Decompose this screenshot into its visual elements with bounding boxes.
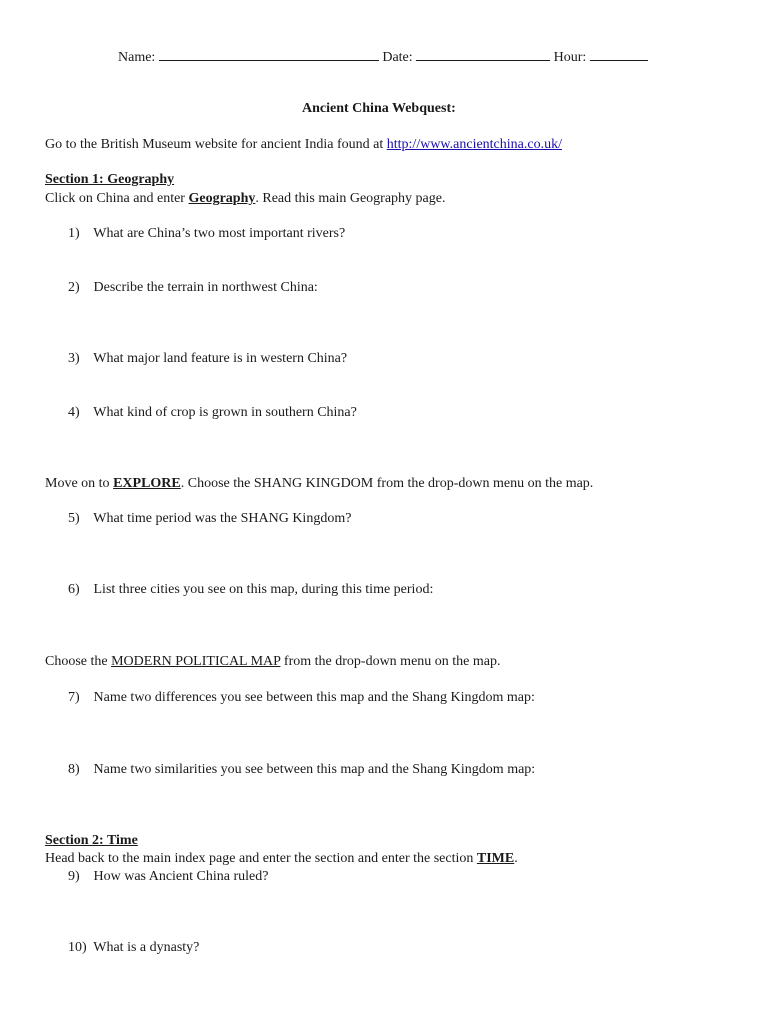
date-label: Date: bbox=[382, 50, 413, 65]
section1-instr-text: Click on China and enter bbox=[45, 191, 189, 206]
question-text: What are China’s two most important rivers? bbox=[93, 226, 346, 241]
question-9 bbox=[68, 869, 268, 885]
modern-map-instructions bbox=[45, 654, 500, 670]
question-text: What major land feature is in western China? bbox=[93, 351, 348, 366]
question-number: 5) bbox=[68, 511, 80, 526]
question-5 bbox=[68, 511, 351, 527]
question-text: Describe the terrain in northwest China: bbox=[93, 280, 318, 295]
name-label: Name: bbox=[118, 50, 156, 65]
question-4 bbox=[68, 405, 357, 421]
question-text: What kind of crop is grown in southern China? bbox=[93, 405, 357, 420]
modern-map-instr-text-2: from the drop-down menu on the map. bbox=[280, 654, 501, 669]
geography-keyword: Geography bbox=[188, 191, 256, 206]
explore-instructions bbox=[45, 476, 593, 492]
section1-instructions bbox=[45, 191, 445, 207]
explore-keyword: EXPLORE bbox=[113, 476, 181, 491]
section2-instr-text: Head back to the main index page and enter the section and enter the section bbox=[45, 851, 477, 866]
question-6 bbox=[68, 582, 433, 598]
question-number: 1) bbox=[68, 226, 80, 241]
website-link[interactable]: http://www.ancientchina.co.uk/ bbox=[386, 137, 562, 152]
section1-heading: Section 1: Geography bbox=[45, 172, 175, 187]
question-2 bbox=[68, 280, 318, 296]
question-number: 4) bbox=[68, 405, 80, 420]
question-3 bbox=[68, 351, 347, 367]
question-text: What is a dynasty? bbox=[93, 940, 200, 955]
question-number: 10) bbox=[68, 940, 87, 955]
question-text: How was Ancient China ruled? bbox=[93, 869, 269, 884]
time-keyword: TIME bbox=[476, 851, 515, 866]
question-8 bbox=[68, 762, 535, 778]
explore-instr-text: Move on to bbox=[45, 476, 114, 491]
question-number: 9) bbox=[68, 869, 80, 884]
question-number: 8) bbox=[68, 762, 80, 777]
intro-text: Go to the British Museum website for ancient India found at bbox=[45, 137, 384, 152]
question-number: 3) bbox=[68, 351, 80, 366]
question-text: What time period was the SHANG Kingdom? bbox=[93, 511, 352, 526]
section2-instructions bbox=[45, 851, 518, 867]
page-title: Ancient China Webquest: bbox=[302, 101, 456, 116]
modern-map-keyword: MODERN POLITICAL MAP bbox=[111, 654, 281, 669]
hour-field[interactable] bbox=[590, 48, 648, 61]
question-text: Name two similarities you see between this map and the Shang Kingdom map: bbox=[93, 762, 536, 777]
question-number: 7) bbox=[68, 690, 80, 705]
header-line bbox=[118, 48, 648, 66]
question-number: 2) bbox=[68, 280, 80, 295]
question-text: List three cities you see on this map, during this time period: bbox=[93, 582, 434, 597]
section2-instr-text-2: . bbox=[514, 851, 518, 866]
intro-line bbox=[45, 137, 562, 153]
question-1 bbox=[68, 226, 345, 242]
modern-map-instr-text: Choose the bbox=[45, 654, 112, 669]
section2-heading: Section 2: Time bbox=[45, 833, 138, 848]
hour-label: Hour: bbox=[553, 50, 587, 65]
question-10 bbox=[68, 940, 199, 956]
question-text: Name two differences you see between this map and the Shang Kingdom map: bbox=[93, 690, 535, 705]
explore-instr-text-2: . Choose the SHANG KINGDOM from the drop-down menu on the map. bbox=[180, 476, 594, 491]
question-number: 6) bbox=[68, 582, 80, 597]
section1-instr-text-2: . Read this main Geography page. bbox=[255, 191, 446, 206]
date-field[interactable] bbox=[416, 48, 550, 61]
name-field[interactable] bbox=[159, 48, 379, 61]
question-7 bbox=[68, 690, 535, 706]
